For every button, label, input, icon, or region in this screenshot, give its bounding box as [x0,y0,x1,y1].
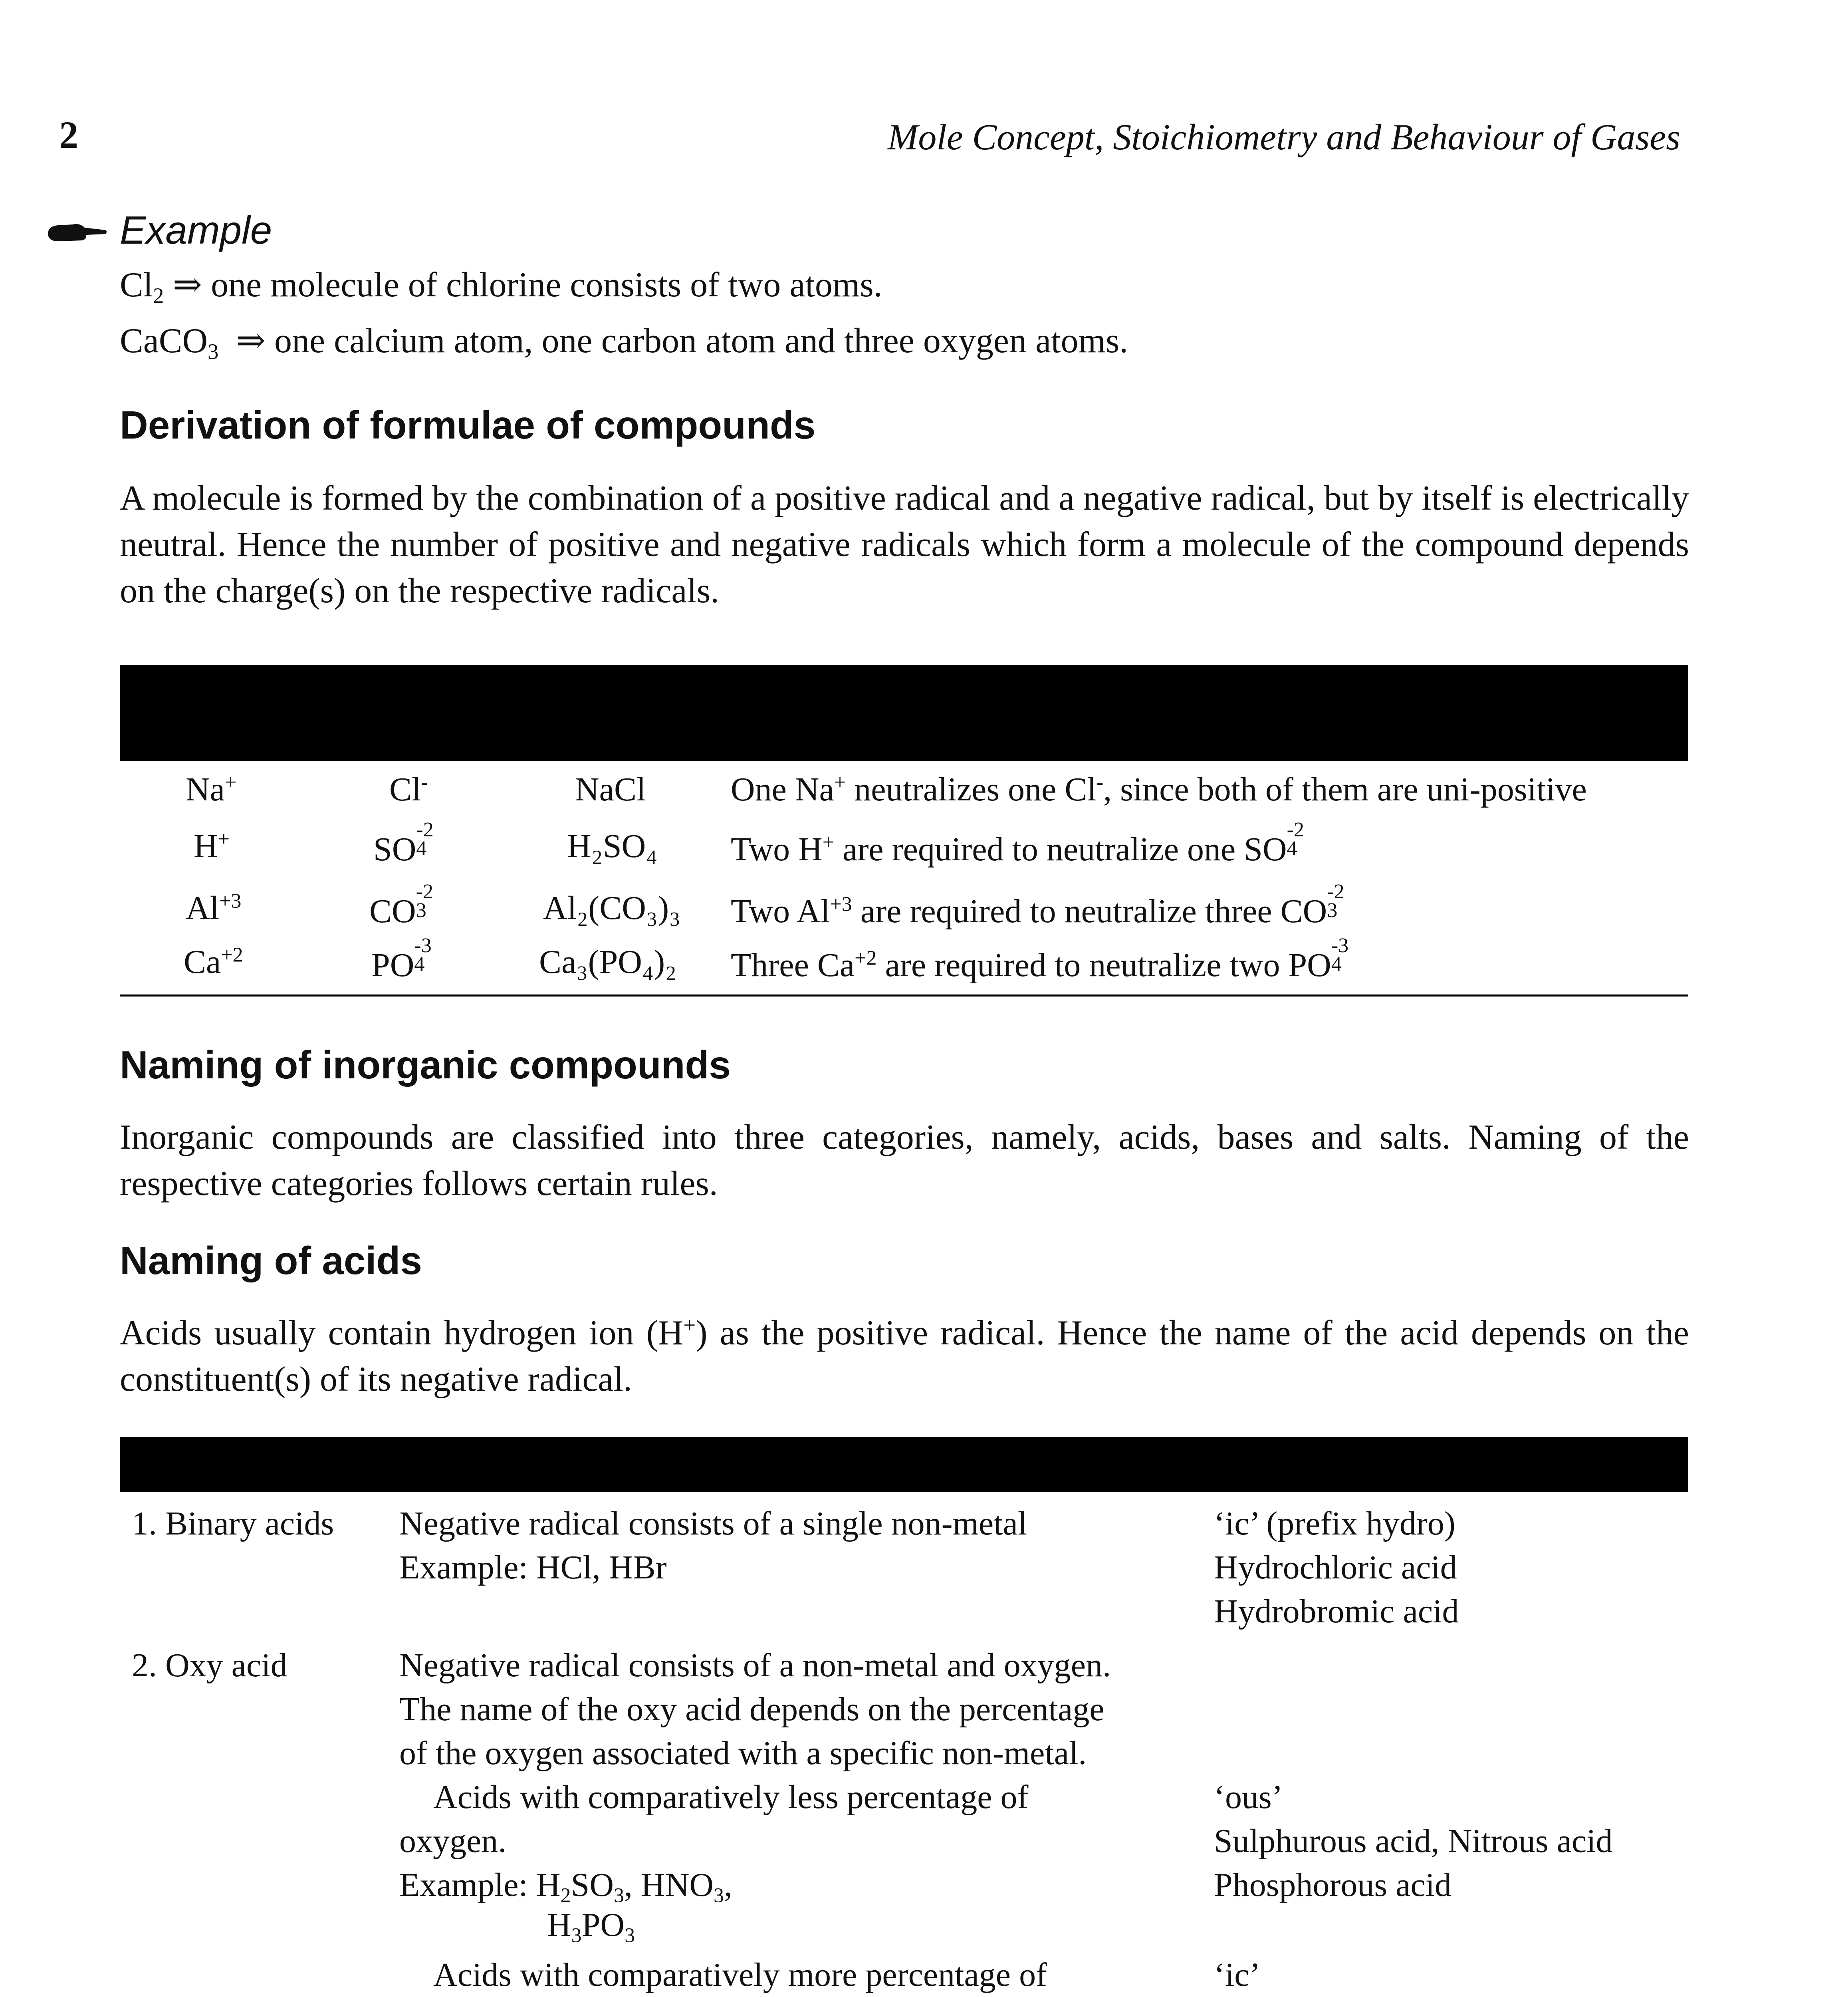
ic-label: ‘ic’ [1214,1956,1261,1993]
ous-name-1: Sulphurous acid, Nitrous acid [1214,1822,1613,1860]
caco3-formula: CaCO [120,322,208,360]
table-row [120,934,1688,995]
example-line-1-text: ⇒ one molecule of chlorine consists of two atoms. [173,266,882,304]
naming-inorganic-heading: Naming of inorganic compounds [120,1043,731,1087]
positive-radical: $Ca^{+2}$ [184,943,243,981]
compound-formula: Al₂(CO₃)₃ [543,889,681,927]
binary-desc-1: Negative radical consists of a single non-metal [399,1505,1027,1542]
chlorine-formula: Cl [120,266,153,304]
example-line-2-text: ⇒ one calcium atom, one carbon atom and three oxygen atoms. [236,322,1128,360]
example-line-1 [120,264,882,308]
positive-radical: H+ [194,828,230,865]
example-label: Example [120,208,272,252]
compound-formula: H₂SO₄ [567,828,658,865]
running-title: Mole Concept, Stoichiometry and Behaviour of Gases [887,117,1680,157]
binary-name-rule: ‘ic’ (prefix hydro) [1214,1505,1455,1542]
binary-desc-2: Example: HCl, HBr [399,1549,667,1586]
explanation: One Na+ neutralizes one Cl-, since both of them are uni-positive [731,771,1587,808]
pointing-hand-icon [45,219,109,247]
compound-formula: Ca₃(PO₄)₂ [539,943,677,981]
negative-radical: Cl- [389,771,428,808]
table-row [120,770,1688,822]
naming-acids-heading: Naming of acids [120,1239,422,1282]
formula-table [120,763,1688,995]
compound-formula: NaCl [575,771,646,808]
negative-radical: CO 3 -2 [369,880,434,930]
formula-table-bottom-rule [120,995,1688,997]
example-line-2 [120,320,1128,364]
oxy-less-example: Example: $H_2SO_3$, $HNO_3$, [399,1866,733,1907]
oxy-desc-1: Negative radical consists of a non-metal and oxygen. [399,1647,1111,1684]
binary-name-1: Hydrochloric acid [1214,1549,1457,1586]
positive-radical: $Al^{+3}$ [186,889,242,927]
oxy-desc-3: of the oxygen associated with a specific non-metal. [399,1735,1087,1772]
acid-type-binary: 1. Binary acids [132,1505,334,1542]
explanation: Three $Ca^{+2}$ are required to neutralize two PO 4 -3 [731,934,1349,984]
explanation: Two $Al^{+3}$ are required to neutralize three CO 3 -2 [731,880,1344,930]
binary-name-2: Hydrobromic acid [1214,1593,1459,1630]
positive-radical: Na+ [186,771,237,808]
oxy-less-1: Acids with comparatively less percentage of [433,1779,1029,1816]
formula-table-header-bar [120,665,1688,761]
naming-acids-paragraph: Acids usually contain hydrogen ion (H+) as the positive radical. Hence the name of the acid depends on the constituent(s) of its negative radical. [120,1313,1689,1399]
page-number: 2 [59,113,78,156]
acid-type-oxy: 2. Oxy acid [132,1647,288,1684]
naming-inorganic-paragraph: Inorganic compounds are classified into three categories, namely, acids, bases and salts. Naming of the respective categories follows certain rules. [120,1118,1689,1203]
acid-table [120,1502,1688,1997]
oxy-less-2: oxygen. [399,1822,507,1860]
acid-table-header-bar [120,1437,1688,1492]
derivation-paragraph: A molecule is formed by the combination of a positive radical and a negative radical, but by itself is electrically neutral. Hence the number of positive and negative radicals which form a molecule of the compound depends on the charge(s) on the respective radicals. [120,479,1689,610]
chlorine-subscript: 2 [153,283,164,308]
oxy-more-1: Acids with comparatively more percentage of [433,1956,1047,1993]
oxy-desc-2: The name of the oxy acid depends on the percentage [399,1691,1104,1728]
negative-radical: SO 4 -2 [373,818,434,868]
ous-label: ‘ous’ [1214,1779,1283,1816]
caco3-subscript: 3 [208,339,219,364]
oxy-less-example-2: $H_3PO_3$ [547,1906,635,1947]
table-row [120,818,1688,879]
table-row [120,880,1688,941]
negative-radical: PO 4 -3 [371,934,432,984]
derivation-heading: Derivation of formulae of compounds [120,403,816,447]
explanation: Two H+ are required to neutralize one SO 4 -2 [731,818,1305,868]
ous-name-2: Phosphorous acid [1214,1866,1451,1904]
